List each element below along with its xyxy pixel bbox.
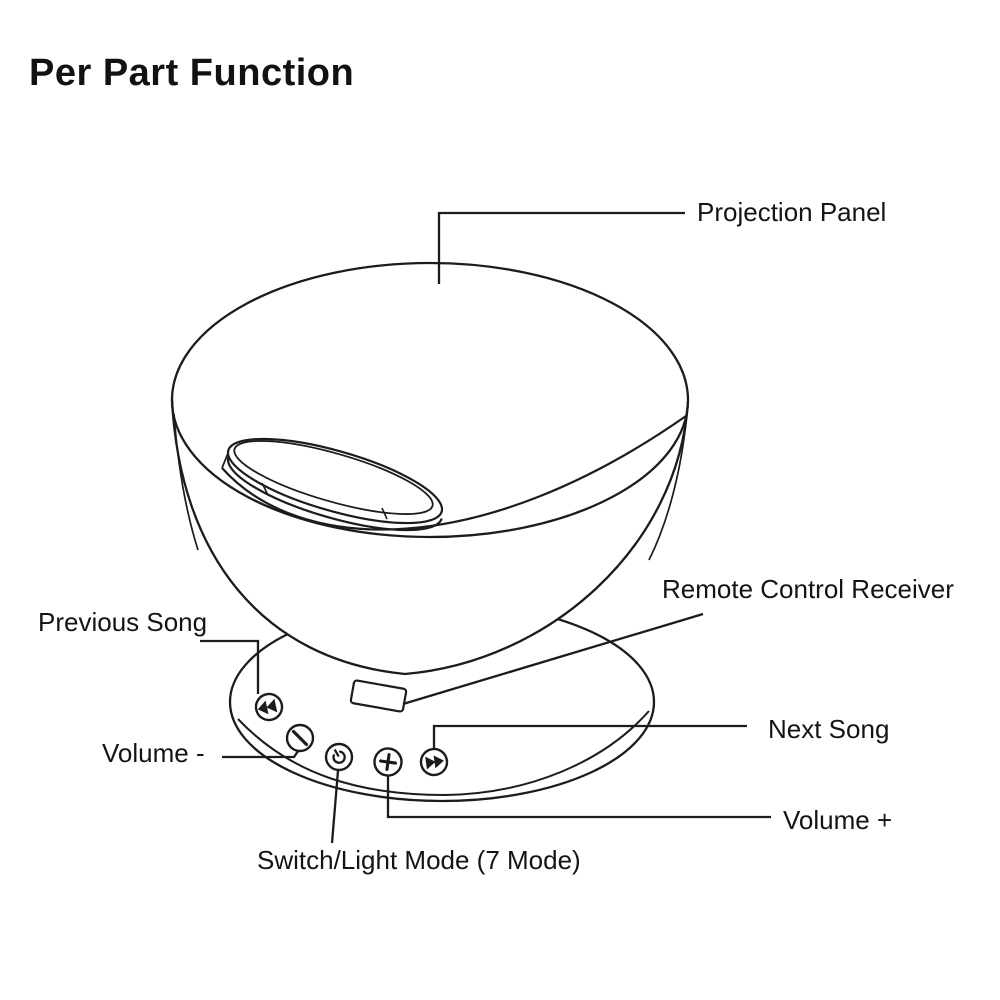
volume-minus-button bbox=[287, 725, 313, 751]
label-volume-minus: Volume - bbox=[102, 738, 205, 768]
power-light-mode-button bbox=[326, 744, 352, 770]
page-title: Per Part Function bbox=[29, 52, 355, 94]
label-switch-light-mode: Switch/Light Mode (7 Mode) bbox=[257, 845, 581, 875]
label-remote-control-receiver: Remote Control Receiver bbox=[662, 574, 954, 604]
label-projection-panel: Projection Panel bbox=[697, 197, 887, 227]
label-previous-song: Previous Song bbox=[38, 607, 208, 637]
label-next-song: Next Song bbox=[768, 714, 890, 744]
label-volume-plus: Volume + bbox=[783, 805, 893, 835]
